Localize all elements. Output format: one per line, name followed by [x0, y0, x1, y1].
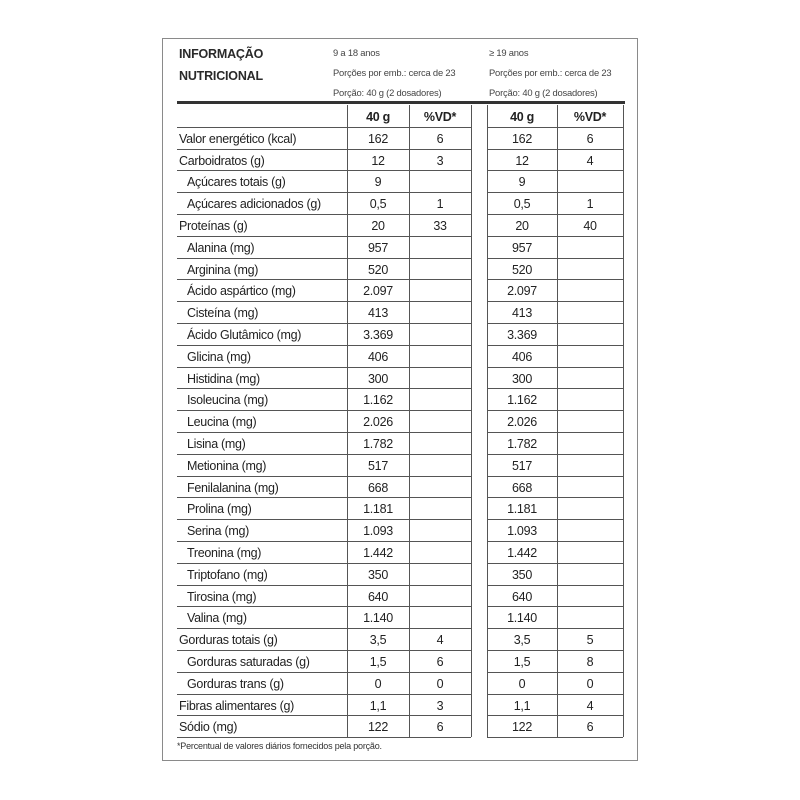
nutrient-name: Carboidratos (g) [179, 153, 265, 168]
dv-19-plus [557, 258, 623, 280]
amount-19-plus: 0 [518, 676, 526, 691]
dv-9-18: 4 [436, 633, 444, 648]
dv-19-plus: 6 [586, 720, 594, 735]
dv-9-18: 3 [436, 153, 444, 168]
amount-9-18: 517 [368, 458, 388, 473]
dv-9-18 [409, 170, 471, 192]
amount-19-plus: 1.162 [507, 393, 537, 408]
table-row [163, 279, 639, 301]
table-row [163, 628, 639, 650]
nutrient-name: Leucina (mg) [187, 415, 257, 430]
nutrient-name: Triptofano (mg) [187, 567, 268, 582]
table-row [163, 170, 639, 192]
dv-19-plus [557, 236, 623, 258]
amount-19-plus: 406 [512, 349, 532, 364]
dv-19-plus: 40 [583, 219, 597, 233]
amount-19-plus: 162 [512, 131, 532, 146]
group-age: ≥ 19 anos [489, 47, 529, 58]
dv-9-18: 6 [436, 720, 444, 735]
nutrient-name: Glicina (mg) [187, 349, 251, 364]
dv-19-plus [557, 388, 623, 410]
dv-19-plus [557, 410, 623, 432]
group-age: 9 a 18 anos [333, 47, 380, 58]
nutrient-name: Proteínas (g) [179, 219, 248, 233]
dv-9-18: 0 [436, 676, 444, 691]
table-row [163, 497, 639, 519]
amount-19-plus: 350 [512, 567, 532, 582]
footnote: *Percentual de valores diários fornecidos pela porção. [177, 741, 382, 751]
column-header-amount: 40 g [366, 110, 390, 124]
amount-19-plus: 300 [512, 371, 532, 386]
table-row [163, 476, 639, 498]
nutrition-title [179, 43, 263, 87]
dv-9-18 [409, 497, 471, 519]
table-row [163, 388, 639, 410]
column-header-amount: 40 g [510, 110, 534, 124]
amount-19-plus: 3,5 [513, 633, 531, 648]
nutrient-name: Gorduras totais (g) [179, 633, 278, 648]
dv-9-18 [409, 388, 471, 410]
amount-19-plus: 9 [518, 175, 526, 190]
dv-9-18 [409, 541, 471, 563]
table-row [163, 345, 639, 367]
amount-9-18: 1.442 [363, 546, 393, 560]
table-row [163, 301, 639, 323]
nutrient-name: Gorduras saturadas (g) [187, 655, 310, 669]
table-row [163, 432, 639, 454]
dv-9-18 [409, 563, 471, 585]
dv-19-plus: 6 [586, 131, 594, 146]
dv-19-plus: 1 [586, 197, 594, 212]
amount-19-plus: 20 [515, 219, 529, 233]
amount-19-plus: 1,5 [513, 655, 531, 669]
amount-9-18: 640 [368, 589, 388, 604]
amount-19-plus: 640 [512, 589, 532, 604]
table-row [163, 585, 639, 607]
dv-19-plus: 5 [586, 633, 594, 648]
dv-9-18 [409, 301, 471, 323]
dv-19-plus [557, 541, 623, 563]
nutrient-name: Alanina (mg) [187, 240, 255, 255]
header-rule-right [485, 101, 625, 104]
amount-9-18: 350 [368, 567, 388, 582]
nutrition-facts-panel [162, 38, 638, 761]
dv-9-18: 6 [436, 655, 444, 669]
dv-19-plus [557, 279, 623, 301]
nutrient-name: Fibras alimentares (g) [179, 698, 294, 713]
table-row [163, 694, 639, 716]
group-header-19-plus [489, 43, 611, 103]
amount-9-18: 1.782 [363, 437, 393, 451]
amount-19-plus: 413 [512, 306, 532, 321]
nutrient-name: Isoleucina (mg) [187, 393, 268, 408]
dv-9-18 [409, 519, 471, 541]
dv-19-plus [557, 454, 623, 476]
dv-19-plus: 4 [586, 153, 594, 168]
title-line-2: NUTRICIONAL [179, 69, 263, 83]
nutrient-name: Açúcares adicionados (g) [187, 197, 321, 212]
table-row [163, 192, 639, 214]
dv-9-18 [409, 367, 471, 389]
table-row [163, 519, 639, 541]
table-row [163, 236, 639, 258]
amount-19-plus: 1.782 [507, 437, 537, 451]
nutrient-name: Treonina (mg) [187, 546, 262, 560]
dv-9-18 [409, 323, 471, 345]
dv-9-18: 33 [433, 219, 447, 233]
nutrient-name: Ácido Glutâmico (mg) [187, 328, 302, 342]
nutrient-name: Metionina (mg) [187, 458, 267, 473]
amount-9-18: 668 [368, 480, 388, 495]
amount-9-18: 0,5 [369, 197, 387, 212]
dv-19-plus [557, 519, 623, 541]
table-row [163, 454, 639, 476]
dv-9-18: 1 [436, 197, 444, 212]
amount-19-plus: 1,1 [513, 698, 531, 713]
amount-9-18: 122 [368, 720, 388, 735]
amount-9-18: 1.093 [363, 524, 393, 539]
table-row [163, 367, 639, 389]
dv-9-18 [409, 410, 471, 432]
amount-19-plus: 1.140 [507, 611, 537, 626]
dv-19-plus [557, 345, 623, 367]
dv-19-plus: 0 [586, 676, 594, 691]
nutrient-name: Tirosina (mg) [187, 589, 257, 604]
dv-9-18 [409, 279, 471, 301]
amount-9-18: 0 [374, 676, 382, 691]
amount-9-18: 1,1 [369, 698, 387, 713]
amount-9-18: 20 [371, 219, 385, 233]
amount-9-18: 957 [368, 240, 388, 255]
group-header-9-18 [333, 43, 455, 103]
group-portions: Porções por emb.: cerca de 23 [489, 67, 612, 78]
table-row [163, 258, 639, 280]
title-line-1: INFORMAÇÃO [179, 47, 264, 61]
amount-9-18: 1.181 [363, 502, 393, 517]
table-row [163, 323, 639, 345]
nutrient-name: Histidina (mg) [187, 371, 260, 386]
group-serving: Porção: 40 g (2 dosadores) [333, 87, 442, 98]
table-row [163, 149, 639, 171]
dv-19-plus [557, 323, 623, 345]
amount-19-plus: 957 [512, 240, 532, 255]
nutrient-name: Arginina (mg) [187, 262, 259, 277]
dv-19-plus: 8 [586, 655, 594, 669]
nutrient-name: Ácido aspártico (mg) [187, 284, 296, 299]
amount-19-plus: 668 [512, 480, 532, 495]
table-row [163, 410, 639, 432]
dv-19-plus [557, 606, 623, 628]
amount-19-plus: 1.093 [507, 524, 537, 539]
amount-19-plus: 1.181 [507, 502, 537, 517]
column-header-dv: %VD* [573, 110, 607, 124]
dv-9-18 [409, 476, 471, 498]
dv-9-18 [409, 236, 471, 258]
dv-19-plus: 4 [586, 698, 594, 713]
amount-19-plus: 2.026 [507, 415, 537, 430]
amount-19-plus: 12 [515, 153, 529, 168]
dv-9-18 [409, 432, 471, 454]
table-header-row [163, 105, 639, 127]
table-row [163, 541, 639, 563]
table-row [163, 672, 639, 694]
table-row [163, 650, 639, 672]
nutrient-name: Lisina (mg) [187, 437, 246, 451]
amount-9-18: 520 [368, 262, 388, 277]
dv-19-plus [557, 301, 623, 323]
table-row [163, 563, 639, 585]
table-row-divider [487, 737, 623, 738]
amount-9-18: 9 [374, 175, 382, 190]
dv-19-plus [557, 476, 623, 498]
dv-9-18: 6 [436, 131, 444, 146]
nutrient-name: Açúcares totais (g) [187, 175, 286, 190]
dv-9-18 [409, 606, 471, 628]
amount-9-18: 3,5 [369, 633, 387, 648]
nutrient-name: Serina (mg) [187, 524, 249, 539]
dv-9-18: 3 [436, 698, 444, 713]
nutrient-name: Cisteína (mg) [187, 306, 259, 321]
table-row [163, 127, 639, 149]
amount-9-18: 12 [371, 153, 385, 168]
amount-9-18: 162 [368, 131, 388, 146]
amount-19-plus: 2.097 [507, 284, 537, 299]
nutrient-name: Valina (mg) [187, 611, 247, 626]
amount-19-plus: 0,5 [513, 197, 531, 212]
amount-9-18: 1.162 [363, 393, 393, 408]
dv-19-plus [557, 563, 623, 585]
amount-9-18: 1,5 [369, 655, 387, 669]
dv-9-18 [409, 585, 471, 607]
header-rule-left [177, 101, 489, 104]
amount-9-18: 406 [368, 349, 388, 364]
nutrient-name: Prolina (mg) [187, 502, 252, 517]
amount-19-plus: 3.369 [507, 328, 537, 342]
amount-9-18: 2.097 [363, 284, 393, 299]
amount-19-plus: 122 [512, 720, 532, 735]
dv-9-18 [409, 258, 471, 280]
table-row [163, 715, 639, 737]
nutrient-name: Fenilalanina (mg) [187, 480, 279, 495]
amount-9-18: 3.369 [363, 328, 393, 342]
amount-19-plus: 520 [512, 262, 532, 277]
dv-19-plus [557, 497, 623, 519]
dv-9-18 [409, 345, 471, 367]
amount-19-plus: 517 [512, 458, 532, 473]
amount-9-18: 2.026 [363, 415, 393, 430]
table-row-divider [177, 737, 471, 738]
amount-9-18: 300 [368, 371, 388, 386]
group-serving: Porção: 40 g (2 dosadores) [489, 87, 598, 98]
nutrient-name: Sódio (mg) [179, 720, 238, 735]
nutrient-name: Valor energético (kcal) [179, 131, 297, 146]
dv-9-18 [409, 454, 471, 476]
dv-19-plus [557, 432, 623, 454]
table-row [163, 606, 639, 628]
group-portions: Porções por emb.: cerca de 23 [333, 67, 456, 78]
nutrient-name: Gorduras trans (g) [187, 676, 284, 691]
dv-19-plus [557, 585, 623, 607]
table-row [163, 214, 639, 236]
dv-19-plus [557, 367, 623, 389]
amount-19-plus: 1.442 [507, 546, 537, 560]
column-header-dv: %VD* [423, 110, 457, 124]
amount-9-18: 413 [368, 306, 388, 321]
amount-9-18: 1.140 [363, 611, 393, 626]
dv-19-plus [557, 170, 623, 192]
